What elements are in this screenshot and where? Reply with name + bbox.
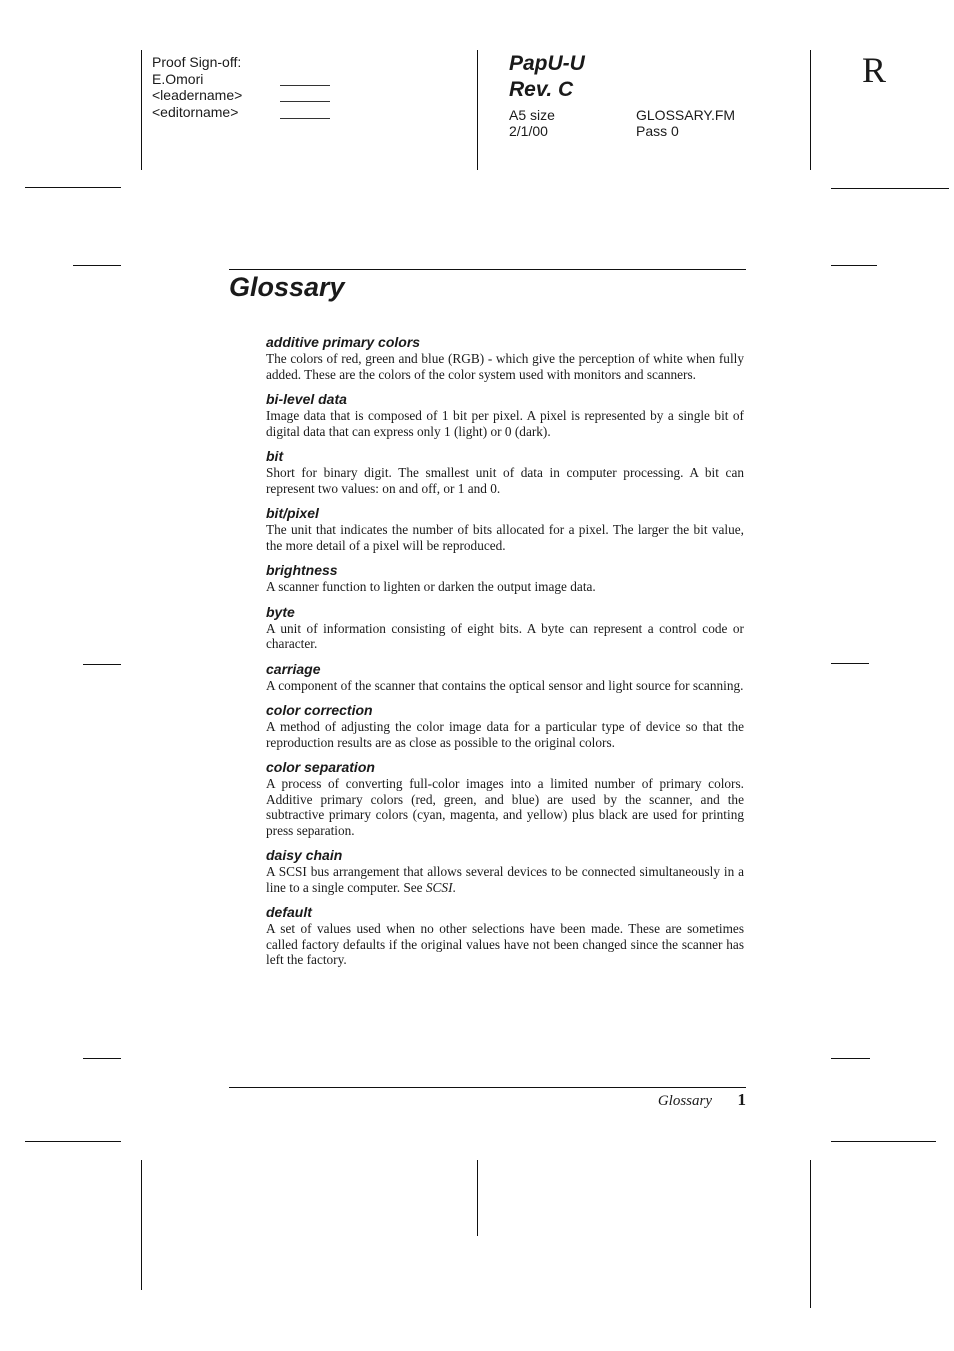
- definition-text: A SCSI bus arrangement that allows several devices to be connected simultaneously in a line to a single computer. See: [266, 864, 744, 895]
- footer-section-name: Glossary: [657, 1093, 712, 1109]
- glossary-entry: [266, 702, 744, 750]
- glossary-definition: A method of adjusting the color image data for a particular type of device so that the reproduction results are as close as possible to the original colors.: [266, 719, 744, 750]
- glossary-term: default: [266, 904, 312, 920]
- glossary-term: color correction: [266, 702, 373, 718]
- glossary-term: bit: [266, 448, 284, 464]
- crop-mark: [831, 1058, 870, 1059]
- glossary-entry: [266, 505, 744, 553]
- crop-mark: [25, 1141, 121, 1142]
- glossary-entry: [266, 334, 744, 382]
- proof-signoff-block: [152, 54, 242, 120]
- page-title: Glossary: [229, 272, 345, 302]
- glossary-entry: [266, 391, 744, 439]
- proof-signoff-label: Proof Sign-off:: [152, 54, 242, 70]
- glossary-definition: A scanner function to lighten or darken the output image data.: [266, 579, 596, 594]
- glossary-term: brightness: [266, 562, 338, 578]
- glossary-entry: [266, 904, 744, 968]
- definition-end: .: [452, 879, 456, 895]
- page-size: A5 size: [509, 107, 555, 123]
- footer-rule: [229, 1087, 746, 1088]
- crop-mark: [831, 1141, 936, 1142]
- crop-mark: [831, 188, 949, 189]
- glossary-definition: A set of values used when no other selections have been made. These are sometimes called factory defaults if the original values have not been changed since the scanner has left the factory.: [266, 921, 744, 967]
- glossary-list: [266, 334, 744, 977]
- glossary-entry: [266, 448, 744, 496]
- crop-mark: [25, 187, 121, 188]
- crop-mark: [477, 1160, 478, 1236]
- product-name: PapU-U: [509, 52, 585, 75]
- glossary-term: color separation: [266, 759, 375, 775]
- crop-mark: [141, 1160, 142, 1290]
- crop-mark: [477, 50, 478, 170]
- glossary-term: carriage: [266, 660, 321, 677]
- glossary-definition: A component of the scanner that contains the optical sensor and light source for scanning.: [266, 677, 744, 693]
- glossary-term: byte: [266, 603, 295, 620]
- glossary-definition: A unit of information consisting of eight bits. A byte can represent a control code or character.: [266, 620, 744, 651]
- glossary-entry: [266, 847, 744, 895]
- crop-mark: [831, 663, 869, 664]
- signature-line: [280, 85, 330, 86]
- crop-mark: [73, 265, 121, 266]
- glossary-entry: [266, 562, 744, 595]
- crop-mark: [810, 1160, 811, 1308]
- glossary-definition: The unit that indicates the number of bits allocated for a pixel. The larger the bit value, the more detail of a pixel will be reproduced.: [266, 522, 744, 553]
- product-revision: Rev. C: [509, 78, 574, 101]
- glossary-term: daisy chain: [266, 847, 343, 863]
- crop-mark: [810, 50, 811, 170]
- page-number: 1: [737, 1090, 746, 1109]
- crop-mark: [83, 664, 121, 665]
- product-title: [509, 51, 585, 103]
- signature-line: [280, 101, 330, 102]
- crop-mark: [141, 50, 142, 170]
- pass-number: Pass 0: [636, 123, 679, 139]
- glossary-definition: Image data that is composed of 1 bit per pixel. A pixel is represented by a single bit of digital data that can express only 1 (light) or 0 (dark).: [266, 408, 744, 439]
- glossary-definition: A process of converting full-color images into a limited number of primary colors. Additive primary colors (red, green, and blue) are used by the scanner, and the subtractive primary colors (cyan, magenta, and yellow) plus black are used for printing press separation.: [266, 776, 744, 838]
- glossary-term: bi-level data: [266, 391, 347, 407]
- crop-mark: [831, 265, 877, 266]
- file-name: GLOSSARY.FM: [636, 107, 736, 123]
- glossary-entry: [266, 604, 744, 652]
- crop-mark: [83, 1058, 121, 1059]
- signer-name: <editorname>: [152, 103, 239, 120]
- glossary-term: additive primary colors: [266, 334, 421, 350]
- glossary-definition: The colors of red, green and blue (RGB) - which give the perception of white when fully added. These are the colors of the color system used with monitors and scanners.: [266, 351, 744, 382]
- document-date: 2/1/00: [509, 123, 548, 139]
- glossary-definition: [266, 864, 744, 895]
- glossary-term: bit/pixel: [266, 505, 319, 521]
- signature-line: [280, 118, 330, 119]
- revision-letter: R: [862, 50, 887, 90]
- cross-reference: SCSI: [425, 879, 453, 895]
- signer-name: E.Omori: [152, 70, 204, 87]
- signer-name: <leadername>: [152, 87, 243, 103]
- glossary-definition: Short for binary digit. The smallest unit of data in computer processing. A bit can represent two values: on and off, or 1 and 0.: [266, 465, 744, 496]
- glossary-entry: [266, 759, 744, 838]
- glossary-entry: [266, 661, 744, 694]
